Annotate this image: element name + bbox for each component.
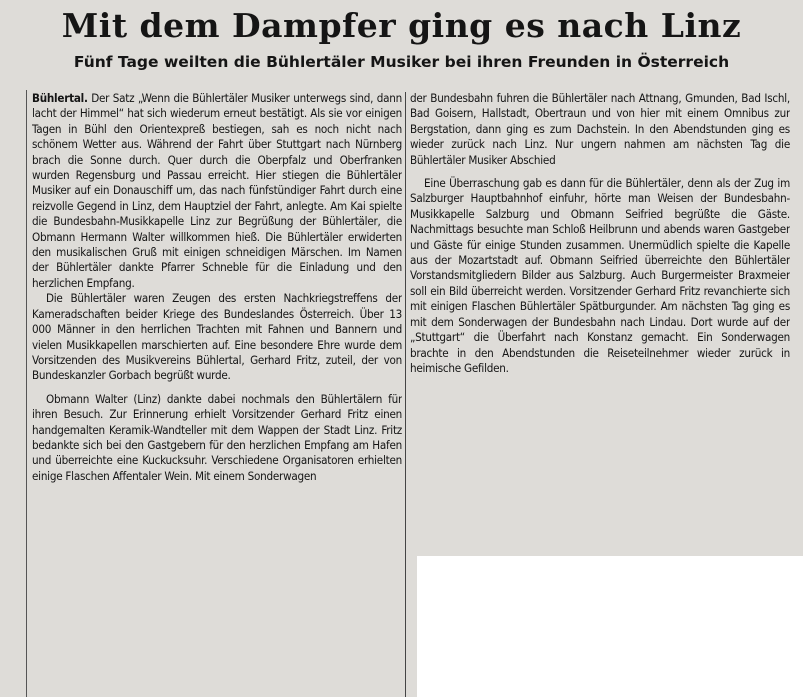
paragraph-3: Obmann Walter (Linz) dankte dabei nochmals den Bühlertälern für ihren Besuch. Zur Erinnerung erhielt Vorsitzender Gerhard Fritz einen handgemalten Keramik-Wandteller mit dem Wappen der Stadt Linz. Fritz bedankte sich bei den Gastgebern für den herzlichen Empfang am Hafen und überreichte eine Kuckucksuhr. Verschiedene Organisatoren erhielten einige Flaschen Affentaler Wein. Mit einem Sonderwagen [32, 391, 402, 483]
paragraph-1 [32, 91, 402, 291]
paragraph-4: der Bundesbahn fuhren die Bühlertäler nach Attnang, Gmunden, Bad Ischl, Bad Goisern, Hallstadt, Obertraun und von hier mit einem Omnibus zur Bergstation, dann ging es zum Dachstein. In den Abendstunden ging es wieder zurück nach Linz. Nur ungern nahmen am nächsten Tag die Bühlertäler Musiker Abschied [410, 91, 790, 167]
blank-area [417, 556, 803, 697]
paragraph-1-text: Der Satz „Wenn die Bühlertäler Musiker unterwegs sind, dann lacht der Himmel“ hat sich wiederum erneut bestätigt. Als sie vor einigen Tagen in Bühl den Orientexpreß bestiegen, sah es noch nicht nach schönem Wetter aus. Während der Fahrt über Stuttgart nach Nürnberg brach die Sonne durch. Quer durch die Oberpfalz und Oberfranken wurden Regensburg und Passau erreicht. Hier stiegen die Bühlertäler Musiker auf ein Donauschiff um, das nach fünfstündiger Fahrt durch eine reizvolle Gegend in Linz, dem Hauptziel der Fahrt, anlegte. Am Kai spielte die Bundesbahn-Musikkapelle Linz zur Begrüßung der Bühlertäler, die Obmann Hermann Walter willkommen hieß. Die Bühlertäler erwiderten den musikalischen Gruß mit einigen schneidigen Märschen. Im Namen der Bühlertäler dankte Pfarrer Schneble für die Einladung und den herzlichen Empfang. [32, 91, 402, 290]
article-subheadline: Fünf Tage weilten die Bühlertäler Musiker bei ihren Freunden in Österreich [73, 53, 730, 71]
article-column-left [32, 91, 402, 697]
paragraph-5: Eine Überraschung gab es dann für die Bühlertäler, denn als der Zug im Salzburger Hauptbahnhof einfuhr, hörte man Weisen der Bundesbahn-Musikkapelle Salzburg und Obmann Seifried begrüßte die Gäste. Nachmittags besuchte man Schloß Heilbrunn und abends waren Gastgeber und Gäste für einige Stunden zusammen. Unermüdlich spielte die Kapelle aus der Mozartstadt auf. Obmann Seifried überreichte den Bühlertäler Vorstandsmitgliedern Bilder aus Salzburg. Auch Burgermeister Braxmeier soll ein Bild überreicht werden. Vorsitzender Gerhard Fritz revanchierte sich mit einigen Flaschen Bühlertäler Spätburgunder. Am nächsten Tag ging es mit dem Sonderwagen der Bundesbahn nach Lindau. Dort wurde auf der „Stuttgart“ die Überfahrt nach Konstanz gemacht. Ein Sonderwagen brachte in den Abendstunden die Reiseteilnehmer wieder zurück in heimische Gefilden. [410, 176, 790, 375]
column-divider [405, 92, 406, 697]
article-headline: Mit dem Dampfer ging es nach Linz [61, 6, 742, 45]
article-column-right [410, 91, 790, 551]
paragraph-2: Die Bühlertäler waren Zeugen des ersten Nachkriegstreffens der Kameradschaften beider Kriege des Bundeslandes Österreich. Über 13 000 Männer in den herrlichen Trachten mit Fahnen und Bannern und vielen Musikkapellen marschierten auf. Eine besondere Ehre wurde dem Vorsitzenden des Musikvereins Bühlertal, Gerhard Fritz, zuteil, der von Bundeskanzler Gorbach begrüßt wurde. [32, 291, 402, 383]
column-rule-left [26, 90, 27, 697]
dateline: Bühlertal. [32, 91, 88, 105]
